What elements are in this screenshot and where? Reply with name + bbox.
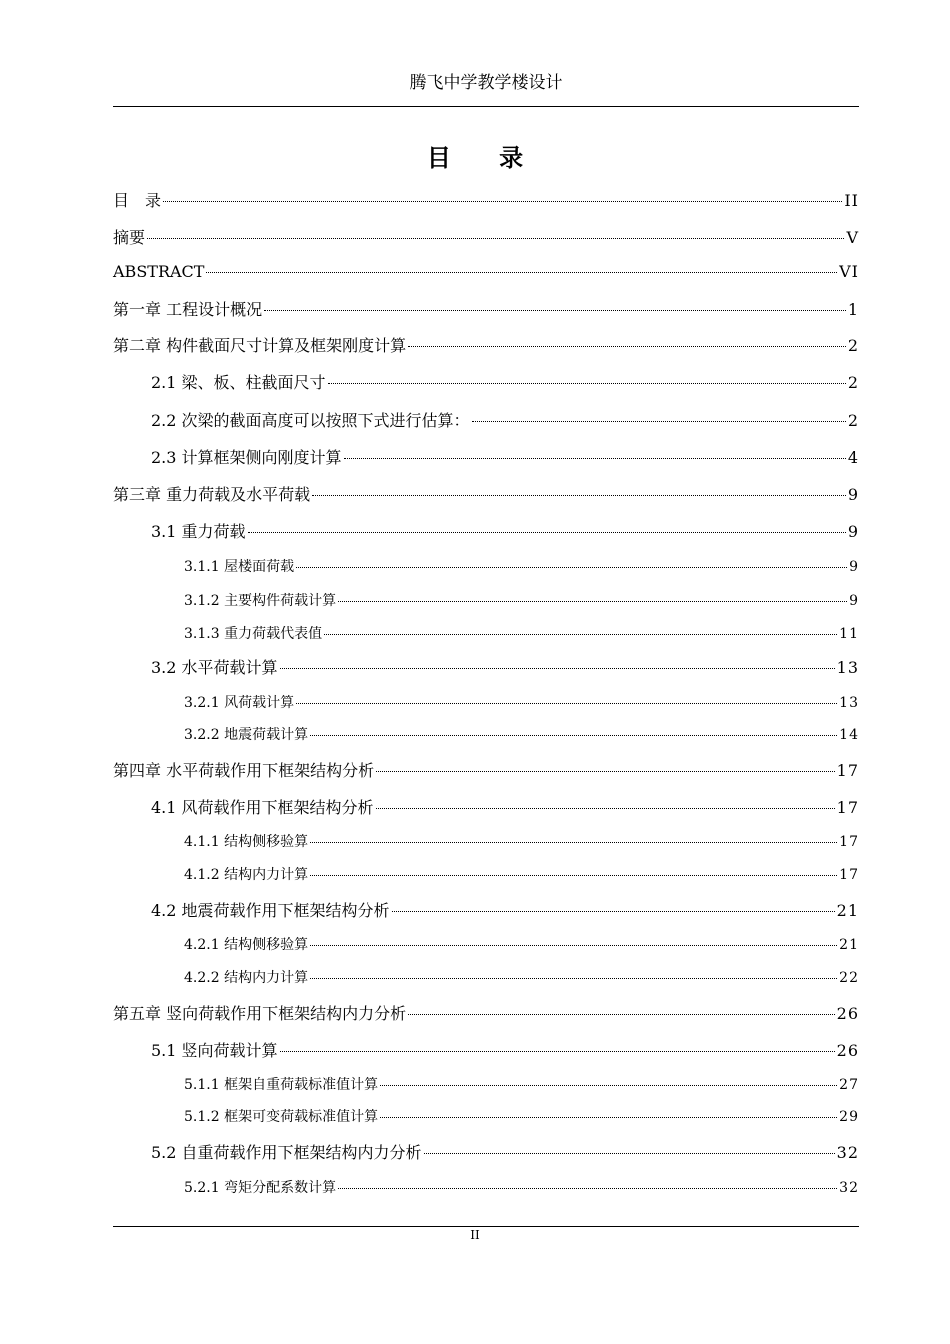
toc-entry-page: 17 bbox=[836, 798, 859, 817]
toc-entry-label: 5.2.1 弯矩分配系数计算 bbox=[184, 1180, 337, 1196]
toc-entry-label: 3.2.1 风荷载计算 bbox=[184, 695, 295, 711]
toc-leader-dots bbox=[376, 807, 835, 809]
toc-heading: 目 录 bbox=[426, 144, 544, 172]
toc-entry-label: 5.1 竖向荷载计算 bbox=[151, 1041, 278, 1060]
toc-entry-page: 22 bbox=[839, 970, 859, 986]
toc-entry-label: 4.1.1 结构侧移验算 bbox=[184, 834, 309, 850]
toc-entry-page: 13 bbox=[836, 658, 859, 677]
toc-entry-page: V bbox=[846, 228, 859, 247]
toc-leader-dots bbox=[248, 531, 846, 533]
toc-entry-page: 2 bbox=[847, 411, 859, 430]
toc-entry[interactable] bbox=[113, 758, 859, 781]
toc-leader-dots bbox=[328, 382, 846, 384]
toc-entry-page: 9 bbox=[849, 559, 859, 575]
toc-entry-page: 27 bbox=[839, 1077, 859, 1093]
toc-entry-label: 5.2 自重荷载作用下框架结构内力分析 bbox=[151, 1143, 422, 1162]
toc-leader-dots bbox=[296, 702, 837, 704]
toc-entry-label: 2.1 梁、板、柱截面尺寸 bbox=[151, 373, 326, 392]
toc-entry-label: 3.1.2 主要构件荷载计算 bbox=[184, 593, 337, 609]
toc-entry-label: 4.2.1 结构侧移验算 bbox=[184, 937, 309, 953]
toc-leader-dots bbox=[380, 1084, 837, 1086]
toc-leader-dots bbox=[472, 420, 846, 422]
toc-leader-dots bbox=[310, 944, 837, 946]
toc-entry[interactable] bbox=[151, 655, 859, 678]
toc-leader-dots bbox=[147, 237, 844, 239]
toc-entry-label: 3.1 重力荷载 bbox=[151, 522, 246, 541]
toc-entry-page: VI bbox=[839, 262, 859, 281]
toc-leader-dots bbox=[338, 1187, 837, 1189]
toc-entry-label: 5.1.2 框架可变荷载标准值计算 bbox=[184, 1109, 379, 1125]
toc-entry-label: 3.1.3 重力荷载代表值 bbox=[184, 626, 323, 642]
toc-entry[interactable] bbox=[151, 795, 859, 818]
toc-leader-dots bbox=[206, 271, 837, 273]
toc-entry-page: 1 bbox=[847, 300, 859, 319]
toc-entry-label: 5.1.1 框架自重荷载标准值计算 bbox=[184, 1077, 379, 1093]
toc-entry-label: 4.1.2 结构内力计算 bbox=[184, 867, 309, 883]
toc-entry[interactable] bbox=[113, 482, 859, 505]
toc-entry-page: 21 bbox=[836, 901, 859, 920]
toc-leader-dots bbox=[310, 977, 837, 979]
toc-entry-page: 2 bbox=[847, 336, 859, 355]
toc-entry-label: 第二章 构件截面尺寸计算及框架刚度计算 bbox=[113, 336, 407, 355]
toc-entry[interactable] bbox=[184, 1177, 859, 1197]
toc-entry-page: 14 bbox=[839, 727, 859, 743]
toc-leader-dots bbox=[424, 1152, 835, 1154]
toc-entry-label: 第三章 重力荷载及水平荷载 bbox=[113, 485, 311, 504]
toc-entry-page: 26 bbox=[836, 1041, 859, 1060]
toc-entry[interactable] bbox=[113, 188, 859, 211]
toc-entry-label: 4.2.2 结构内力计算 bbox=[184, 970, 309, 986]
toc-entry-label: 第五章 竖向荷载作用下框架结构内力分析 bbox=[113, 1004, 407, 1023]
toc-entry[interactable] bbox=[113, 225, 859, 248]
toc-entry[interactable] bbox=[151, 1140, 859, 1163]
toc-leader-dots bbox=[163, 200, 842, 202]
toc-leader-dots bbox=[376, 770, 835, 772]
toc-entry-page: 32 bbox=[839, 1180, 859, 1196]
toc-entry-page: 9 bbox=[847, 485, 859, 504]
toc-entry-page: 17 bbox=[836, 761, 859, 780]
toc-leader-dots bbox=[310, 841, 837, 843]
toc-entry-page: 21 bbox=[839, 937, 859, 953]
toc-entry[interactable] bbox=[184, 724, 859, 744]
toc-entry-page: 17 bbox=[839, 867, 859, 883]
toc-entry-page: 32 bbox=[836, 1143, 859, 1162]
toc-leader-dots bbox=[408, 1013, 835, 1015]
toc-entry-label: 4.2 地震荷载作用下框架结构分析 bbox=[151, 901, 390, 920]
toc-entry[interactable] bbox=[184, 831, 859, 851]
toc-entry[interactable] bbox=[113, 262, 859, 281]
toc-leader-dots bbox=[280, 1050, 835, 1052]
toc-entry[interactable] bbox=[184, 934, 859, 954]
toc-entry-label: 3.2 水平荷载计算 bbox=[151, 658, 278, 677]
toc-entry[interactable] bbox=[151, 519, 859, 542]
toc-entry[interactable] bbox=[184, 692, 859, 712]
toc-entry-page: II bbox=[844, 191, 859, 210]
toc-entry[interactable] bbox=[151, 1038, 859, 1061]
toc-entry-label: 第四章 水平荷载作用下框架结构分析 bbox=[113, 761, 375, 780]
toc-entry[interactable] bbox=[113, 297, 859, 320]
toc-leader-dots bbox=[312, 494, 846, 496]
toc-leader-dots bbox=[344, 457, 846, 459]
toc-leader-dots bbox=[380, 1116, 837, 1118]
toc-entry-label: 摘要 bbox=[113, 228, 146, 247]
toc-entry[interactable] bbox=[151, 370, 859, 393]
toc-entry[interactable] bbox=[184, 1074, 859, 1094]
toc-entry[interactable] bbox=[151, 898, 859, 921]
toc-entry-label: 目 录 bbox=[113, 191, 162, 210]
toc-entry-page: 29 bbox=[839, 1109, 859, 1125]
toc-entry[interactable] bbox=[184, 623, 859, 643]
toc-entry-page: 11 bbox=[839, 626, 859, 642]
toc-entry-label: 4.1 风荷载作用下框架结构分析 bbox=[151, 798, 374, 817]
toc-entry-page: 9 bbox=[849, 593, 859, 609]
toc-leader-dots bbox=[280, 667, 835, 669]
toc-entry-label: 2.3 计算框架侧向刚度计算 bbox=[151, 448, 342, 467]
toc-leader-dots bbox=[392, 910, 835, 912]
toc-leader-dots bbox=[310, 874, 837, 876]
toc-entry[interactable] bbox=[184, 556, 859, 576]
toc-entry-page: 13 bbox=[839, 695, 859, 711]
toc-entry[interactable] bbox=[113, 1001, 859, 1024]
toc-entry[interactable] bbox=[151, 408, 859, 431]
toc-leader-dots bbox=[338, 600, 847, 602]
toc-entry-page: 26 bbox=[836, 1004, 859, 1023]
toc-entry-label: ABSTRACT bbox=[113, 262, 205, 281]
toc-leader-dots bbox=[408, 345, 846, 347]
toc-entry[interactable] bbox=[113, 333, 859, 356]
toc-leader-dots bbox=[310, 734, 837, 736]
toc-entry[interactable] bbox=[151, 445, 859, 468]
toc-entry-label: 3.2.2 地震荷载计算 bbox=[184, 727, 309, 743]
toc-entry[interactable] bbox=[184, 590, 859, 610]
footer-divider bbox=[113, 1226, 859, 1227]
toc-entry-page: 9 bbox=[847, 522, 859, 541]
toc-leader-dots bbox=[296, 566, 847, 568]
toc-entry[interactable] bbox=[184, 864, 859, 884]
toc-entry-label: 2.2 次梁的截面高度可以按照下式进行估算： bbox=[151, 411, 470, 430]
toc-leader-dots bbox=[324, 633, 837, 635]
toc-entry-label: 3.1.1 屋楼面荷载 bbox=[184, 559, 295, 575]
toc-entry[interactable] bbox=[184, 967, 859, 987]
header-title: 腾飞中学教学楼设计 bbox=[409, 73, 563, 93]
toc-leader-dots bbox=[264, 309, 846, 311]
toc-entry-page: 4 bbox=[847, 448, 859, 467]
toc-entry[interactable] bbox=[184, 1106, 859, 1126]
toc-entry-page: 17 bbox=[839, 834, 859, 850]
page-number: II bbox=[470, 1228, 480, 1242]
toc-entry-page: 2 bbox=[847, 373, 859, 392]
toc-entry-label: 第一章 工程设计概况 bbox=[113, 300, 263, 319]
